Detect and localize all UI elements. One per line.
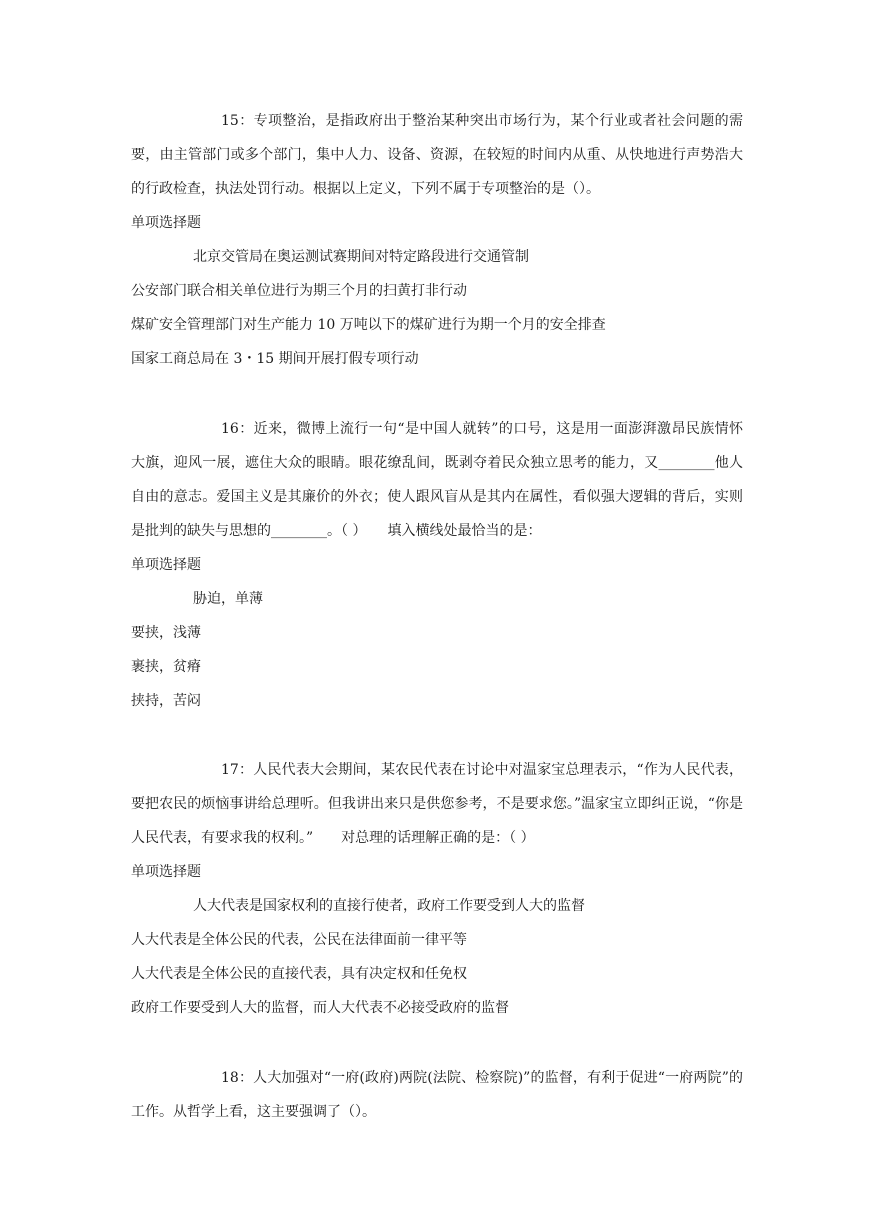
question-type: 单项选择题: [131, 215, 201, 231]
question-type: 单项选择题: [131, 864, 201, 880]
option-b: 要挟，浅薄: [131, 625, 201, 641]
option-a: 胁迫，单薄: [193, 591, 263, 607]
question-17: [131, 753, 743, 1025]
option-b: 公安部门联合相关单位进行为期三个月的扫黄打非行动: [131, 283, 467, 299]
option-d: 国家工商总局在 3・15 期间开展打假专项行动: [131, 351, 419, 367]
option-d: 政府工作要受到人大的监督，而人大代表不必接受政府的监督: [131, 1000, 509, 1016]
option-c: 人大代表是全体公民的直接代表，具有决定权和任免权: [131, 966, 467, 982]
question-15: [131, 104, 743, 376]
option-a: 人大代表是国家权利的直接行使者，政府工作要受到人大的监督: [193, 898, 585, 914]
question-18: [131, 1061, 743, 1129]
option-b: 人大代表是全体公民的代表，公民在法律面前一律平等: [131, 932, 467, 948]
question-16: [131, 412, 743, 718]
option-c: 裹挟，贫瘠: [131, 659, 201, 675]
question-type: 单项选择题: [131, 557, 201, 573]
option-c: 煤矿安全管理部门对生产能力 10 万吨以下的煤矿进行为期一个月的安全排查: [131, 317, 606, 333]
option-a: 北京交管局在奥运测试赛期间对特定路段进行交通管制: [193, 249, 529, 265]
question-stem: 17：人民代表大会期间，某农民代表在讨论中对温家宝总理表示，“作为人民代表，要把农民的烦恼事讲给总理听。但我讲出来只是供您参考，不是要求您。”温家宝立即纠正说，“你是人民代表，有要求我的权利。” 对总理的话理解正确的是：（ ）: [131, 762, 743, 846]
question-stem: 15：专项整治，是指政府出于整治某种突出市场行为，某个行业或者社会问题的需要，由主管部门或多个部门，集中人力、设备、资源，在较短的时间内从重、从快地进行声势浩大的行政检查，执法处罚行动。根据以上定义，下列不属于专项整治的是（）。: [131, 113, 743, 197]
option-d: 挟持，苦闷: [131, 693, 201, 709]
question-stem: 16：近来，微博上流行一句“是中国人就转”的口号，这是用一面澎湃激昂民族情怀大旗，迎风一展，遮住大众的眼睛。眼花缭乱间，既剥夺着民众独立思考的能力，又________他人自由的意志。爱国主义是其廉价的外衣；使人跟风盲从是其内在属性，看似强大逻辑的背后，实则是批判的缺失与思想的________。（ ） 填入横线处最恰当的是：: [131, 421, 743, 539]
question-stem: 18：人大加强对“一府(政府)两院(法院、检察院)”的监督，有利于促进“一府两院”的工作。从哲学上看，这主要强调了（）。: [131, 1070, 743, 1120]
